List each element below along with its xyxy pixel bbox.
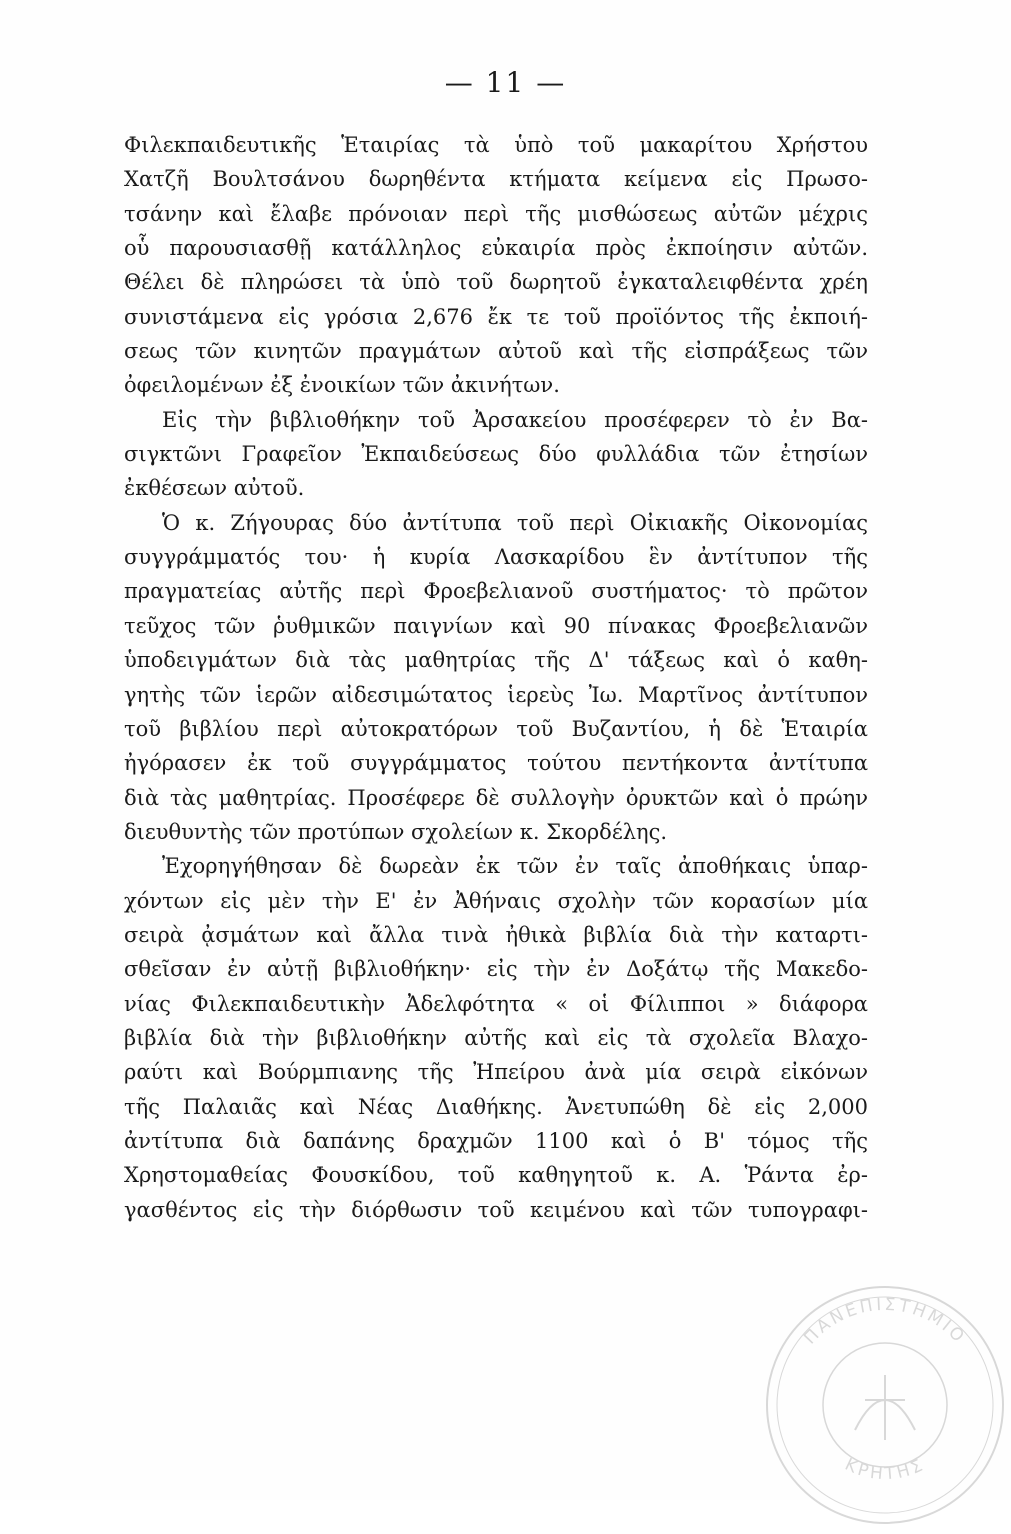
text-line: σιγκτῶνι Γραφεῖον Ἐκπαιδεύσεως δύο φυλλάδια τῶν ἐτησίων [124,442,868,467]
text-line: διὰ τὰς μαθητρίας. Προσέφερε δὲ συλλογὴν ὀρυκτῶν καὶ ὁ πρώην [124,785,868,810]
text-line: ἐκθέσεων αὐτοῦ. [124,476,305,501]
seal-bottom-text: ΚΡΗΤΗΣ [841,1454,929,1485]
text-line: τοῦ βιβλίου περὶ αὐτοκρατόρων τοῦ Βυζαντίου, ἡ δὲ Ἑταιρία [124,716,868,741]
text-line: Θέλει δὲ πληρώσει τὰ ὑπὸ τοῦ δωρητοῦ ἐγκαταλειφθέντα χρέη [124,270,868,295]
text-line: συνιστάμενα εἰς γρόσια 2,676 ἔκ τε τοῦ προϊόντος τῆς ἐκποιή- [124,304,868,329]
text-line: τῆς Παλαιᾶς καὶ Νέας Διαθήκης. Ἀνετυπώθη δὲ εἰς 2,000 [124,1094,868,1119]
text-line: χόντων εἰς μὲν τὴν Ε' ἐν Ἀθήναις σχολὴν τῶν κορασίων μία [124,888,868,913]
text-line: Χατζῆ Βουλτσάνου δωρηθέντα κτήματα κείμενα εἰς Πρωσο- [124,167,868,192]
page-number: — 11 — [444,66,567,99]
text-line: οὗ παρουσιασθῇ κατάλληλος εὐκαιρία πρὸς ἐκποίησιν αὐτῶν. [124,236,868,261]
text-line: σεως τῶν κινητῶν πραγμάτων αὐτοῦ καὶ τῆς εἰσπράξεως τῶν [124,339,868,364]
text-line: νίας Φιλεκπαιδευτικὴν Ἀδελφότητα « οἱ Φίλιπποι » διάφορα [124,991,868,1016]
text-line: Ἐχορηγήθησαν δὲ δωρεὰν ἐκ τῶν ἐν ταῖς ἀποθήκαις ὑπαρ- [162,854,868,879]
text-line: βιβλία διὰ τὴν βιβλιοθήκην αὐτῆς καὶ εἰς τὰ σχολεῖα Βλαχο- [124,1025,868,1050]
text-line: σειρὰ ᾀσμάτων καὶ ἄλλα τινὰ ἠθικὰ βιβλία διὰ τὴν καταρτι- [124,922,868,947]
seal-graphic [760,1280,1010,1530]
text-line: συγγράμματός του· ἡ κυρία Λασκαρίδου ἓν ἀντίτυπον τῆς [124,545,868,570]
text-line: ραύτι καὶ Βούρμπιανης τῆς Ἠπείρου ἀνὰ μία σειρὰ εἰκόνων [124,1060,868,1085]
text-line: Χρηστομαθείας Φουσκίδου, τοῦ καθηγητοῦ κ. Α. Ῥάντα ἐρ- [124,1163,868,1188]
text-line: πραγματείας αὐτῆς περὶ Φροεβελιανοῦ συστήματος· τὸ πρῶτον [124,579,868,604]
text-line: ἀντίτυπα διὰ δαπάνης δραχμῶν 1100 καὶ ὁ Β' τόμος τῆς [124,1128,868,1153]
text-line: ὀφειλομένων ἐξ ἐνοικίων τῶν ἀκινήτων. [124,373,560,398]
text-line: διευθυντὴς τῶν προτύπων σχολείων κ. Σκορδέλης. [124,819,668,844]
body-text [124,128,868,1227]
text-line: Φιλεκπαιδευτικῆς Ἑταιρίας τὰ ὑπὸ τοῦ μακαρίτου Χρήστου [124,133,868,157]
text-line: γητὴς τῶν ἱερῶν αἰδεσιμώτατος ἱερεὺς Ἰω. Μαρτῖνος ἀντίτυπον [124,682,868,707]
text-line: σθεῖσαν ἐν αὐτῇ βιβλιοθήκην· εἰς τὴν ἐν Δοξάτῳ τῆς Μακεδο- [124,957,868,982]
university-seal-icon [760,1280,1010,1530]
seal-top-text: ΠΑΝΕΠΙΣΤΗΜΙΟ [800,1294,970,1349]
text-line: γασθέντος εἰς τὴν διόρθωσιν τοῦ κειμένου καὶ τῶν τυπογραφι- [124,1197,868,1222]
text-line: τεῦχος τῶν ῥυθμικῶν παιγνίων καὶ 90 πίνακας Φροεβελιανῶν [124,613,868,638]
text-line: Εἰς τὴν βιβλιοθήκην τοῦ Ἀρσακείου προσέφερεν τὸ ἐν Βα- [162,407,868,432]
text-line: ὑποδειγμάτων διὰ τὰς μαθητρίας τῆς Δ' τάξεως καὶ ὁ καθη- [124,648,868,673]
text-line: τσάνην καὶ ἔλαβε πρόνοιαν περὶ τῆς μισθώσεως αὐτῶν μέχρις [124,201,868,226]
text-line: ἠγόρασεν ἐκ τοῦ συγγράμματος τούτου πεντήκοντα ἀντίτυπα [124,751,868,776]
text-line: Ὁ κ. Ζήγουρας δύο ἀντίτυπα τοῦ περὶ Οἰκιακῆς Οἰκονομίας [162,510,868,535]
